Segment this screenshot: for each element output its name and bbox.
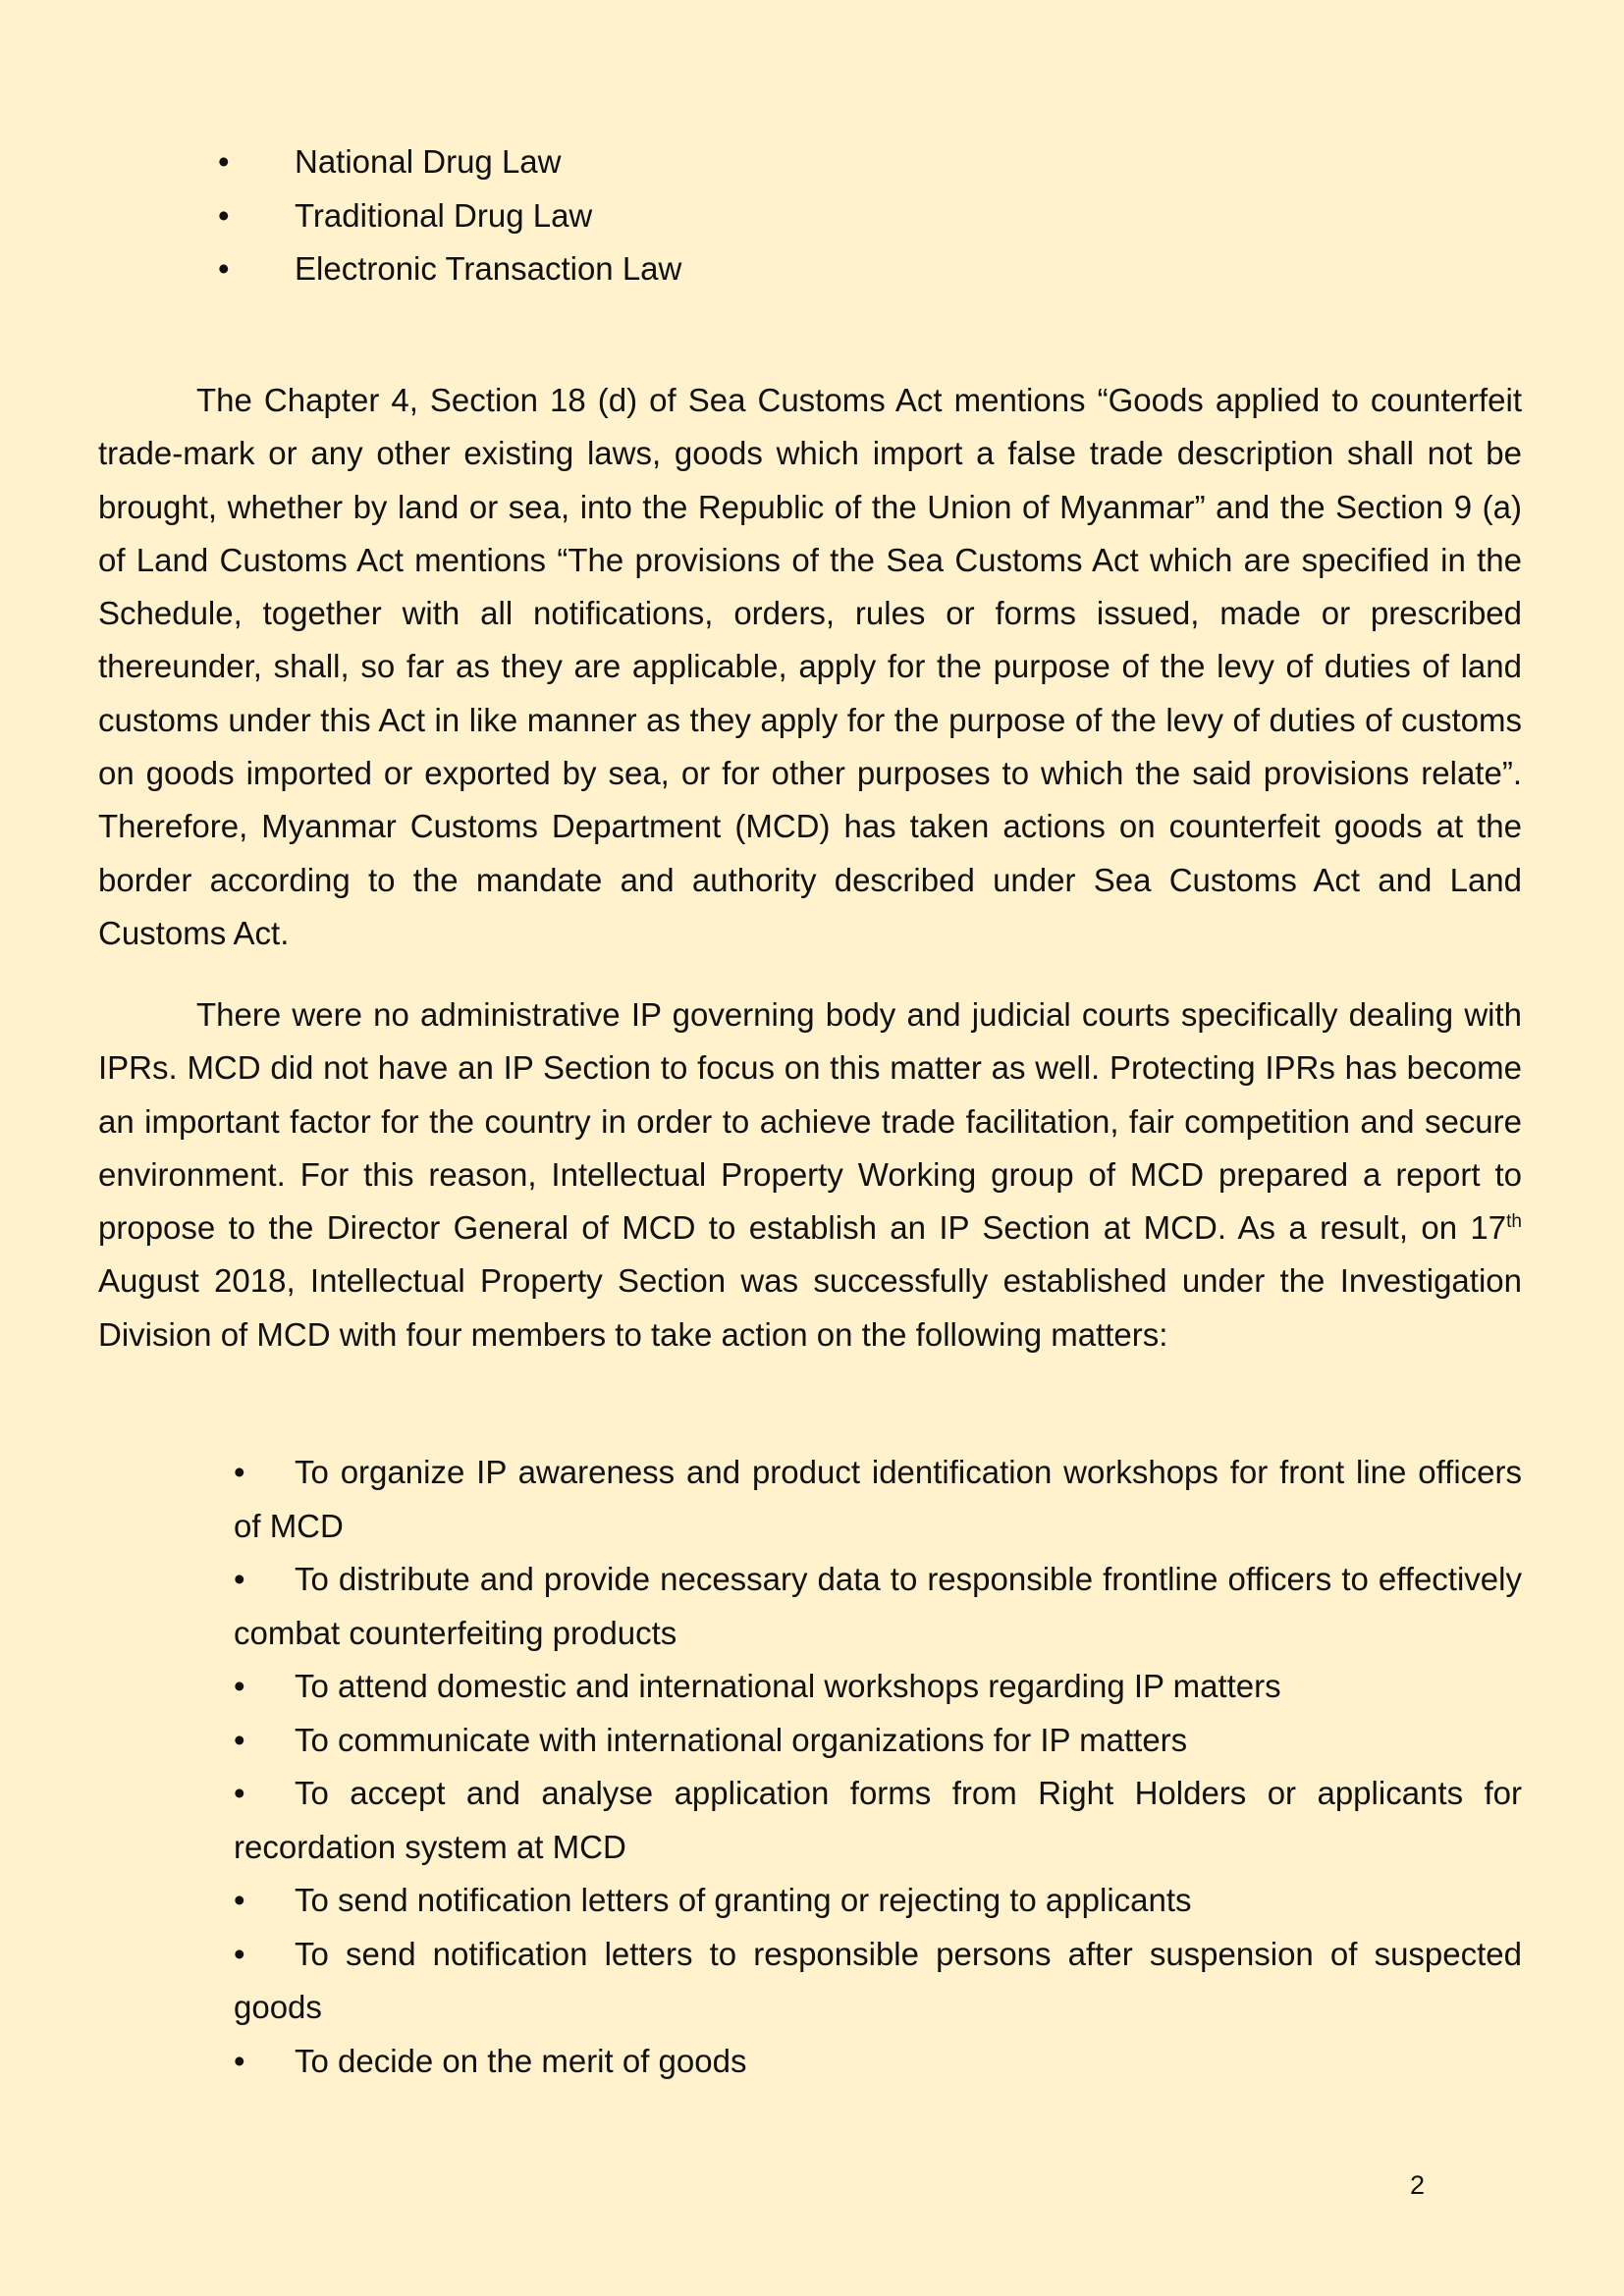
list-item xyxy=(234,1446,1522,1553)
paragraph-text-end: August 2018, Intellectual Property Section was successfully established under the Investigation Division of MCD with four members to take action on the following matters: xyxy=(98,1262,1522,1353)
bullet-icon: • xyxy=(234,2042,245,2079)
list-item-text: Electronic Transaction Law xyxy=(295,250,682,287)
list-item xyxy=(218,135,1102,189)
list-item-text: Traditional Drug Law xyxy=(295,196,593,234)
bullet-icon: • xyxy=(234,1882,245,1918)
page-number: 2 xyxy=(1410,2170,1426,2200)
bullet-icon: • xyxy=(234,1454,245,1490)
list-item xyxy=(234,1553,1522,1660)
list-item xyxy=(234,2035,1522,2089)
ip-section-paragraph xyxy=(98,988,1522,1362)
bullet-icon: • xyxy=(218,143,230,180)
list-item xyxy=(234,1714,1522,1768)
list-item-text: To accept and analyse application forms from Right Holders or applicants for recordation system at MCD xyxy=(234,1775,1522,1865)
bullet-icon: • xyxy=(218,196,230,234)
bullet-icon: • xyxy=(234,1668,245,1704)
list-item-text: To communicate with international organizations for IP matters xyxy=(295,1721,1188,1758)
ordinal-suffix: th xyxy=(1506,1211,1522,1233)
list-item xyxy=(234,1928,1522,2035)
ip-section-duties-list xyxy=(234,1446,1522,2088)
bullet-icon: • xyxy=(218,250,230,287)
list-item xyxy=(234,1767,1522,1874)
customs-act-paragraph: The Chapter 4, Section 18 (d) of Sea Customs Act mentions “Goods applied to counterfeit trade-mark or any other existing laws, goods which import a false trade description shall not be brought, whether by land or sea, into the Republic of the Union of Myanmar” and the Section 9 (a) of Land Customs Act mentions “The provisions of the Sea Customs Act which are specified in the Schedule, together with all notifications, orders, rules or forms issued, made or prescribed thereunder, shall, so far as they are applicable, apply for the purpose of the levy of duties of land customs under this Act in like manner as they apply for the purpose of the levy of duties of customs on goods imported or exported by sea, or for other purposes to which the said provisions relate”. Therefore, Myanmar Customs Department (MCD) has taken actions on counterfeit goods at the border according to the mandate and authority described under Sea Customs Act and Land Customs Act. xyxy=(98,382,1522,951)
list-item-text: To organize IP awareness and product identification workshops for front line officers of MCD xyxy=(234,1454,1522,1544)
list-item-text: To decide on the merit of goods xyxy=(295,2042,747,2079)
list-item xyxy=(218,242,1102,296)
list-item-text: To send notification letters of granting or rejecting to applicants xyxy=(295,1882,1192,1918)
bullet-icon: • xyxy=(234,1721,245,1758)
list-item-text: National Drug Law xyxy=(295,143,562,180)
list-item-text: To distribute and provide necessary data to responsible frontline officers to effectively combat counterfeiting products xyxy=(234,1561,1522,1651)
bullet-icon: • xyxy=(234,1561,245,1597)
list-item xyxy=(234,1660,1522,1714)
list-item-text: To attend domestic and international workshops regarding IP matters xyxy=(295,1668,1281,1704)
list-item xyxy=(234,1874,1522,1928)
bullet-icon: • xyxy=(234,1775,245,1811)
law-list xyxy=(218,135,1102,296)
list-item-text: To send notification letters to responsible persons after suspension of suspected goods xyxy=(234,1935,1522,2025)
bullet-icon: • xyxy=(234,1935,245,1972)
list-item xyxy=(218,189,1102,243)
paragraph-text-start: There were no administrative IP governing body and judicial courts specifically dealing with IPRs. MCD did not have an IP Section to focus on this matter as well. Protecting IPRs has become an important factor for the country in order to achieve trade facilitation, fair competition and secure environment. For this reason, Intellectual Property Working group of MCD prepared a report to propose to the Director General of MCD to establish an IP Section at MCD. As a result, on 17 xyxy=(98,996,1522,1247)
